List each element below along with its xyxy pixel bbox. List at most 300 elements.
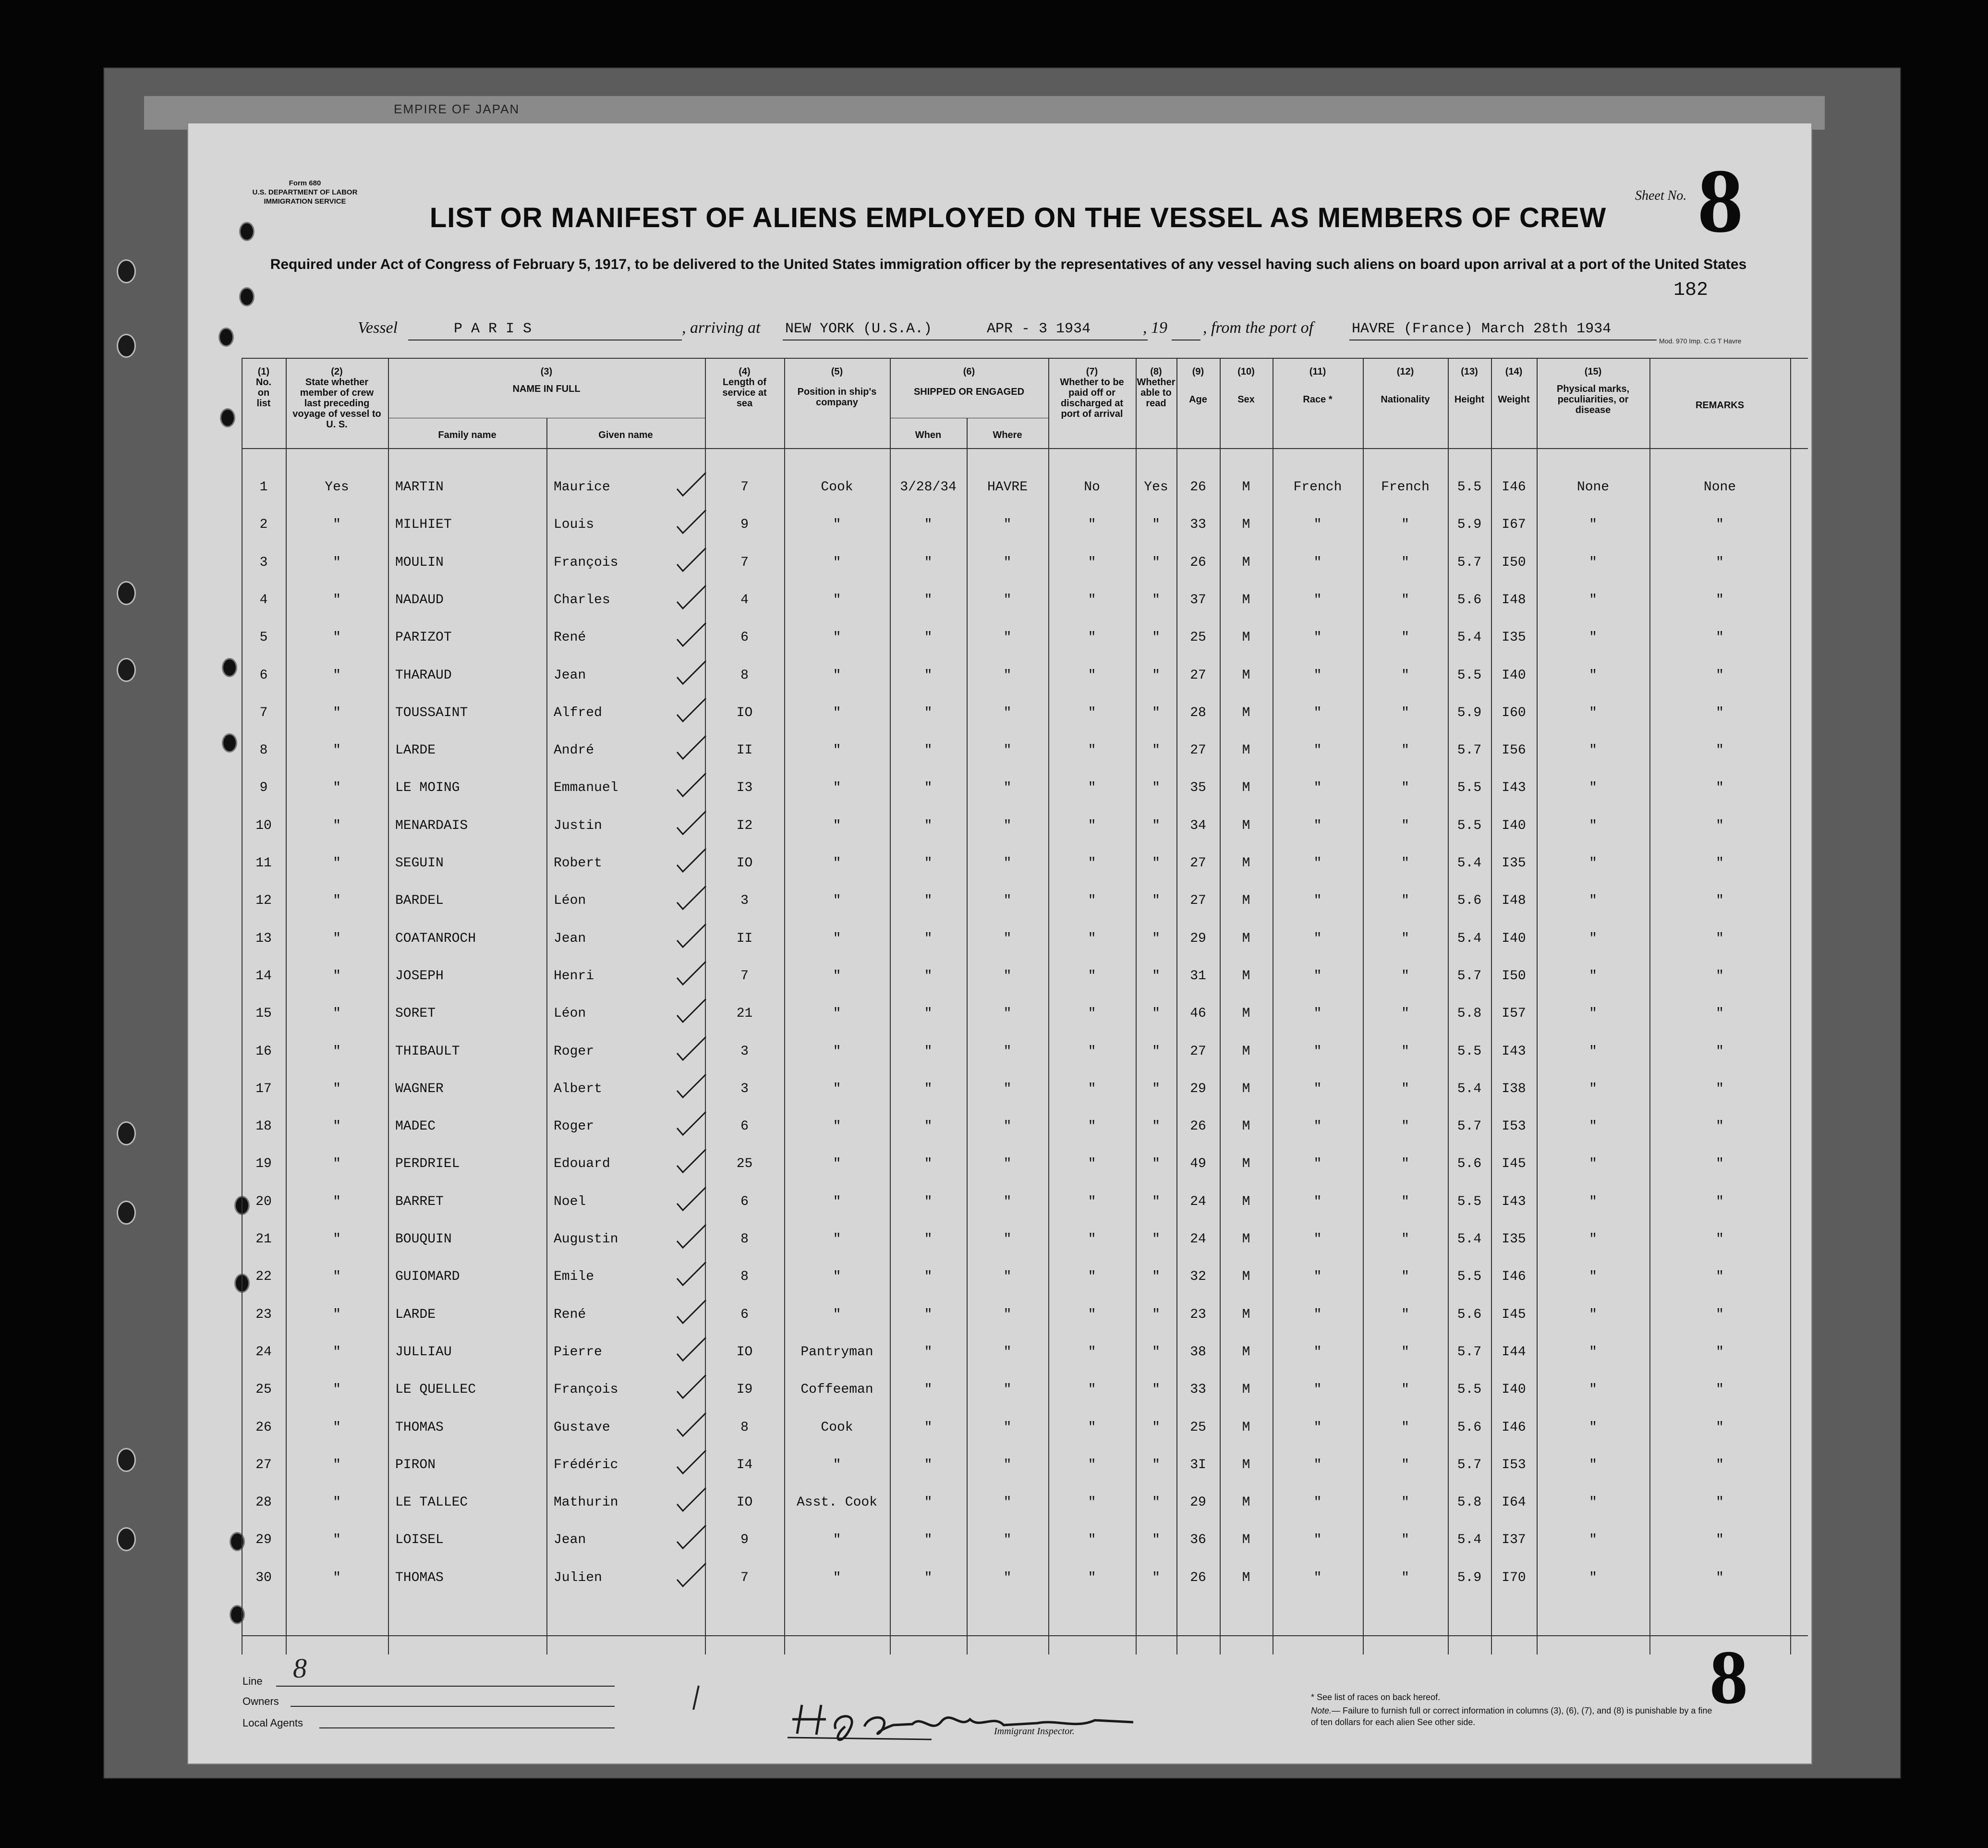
- cell-when: ": [924, 555, 933, 570]
- cell-position: ": [833, 630, 841, 645]
- checkmark-icon: [676, 621, 710, 650]
- cell-no: 1: [259, 480, 268, 495]
- cell-when: ": [924, 1570, 933, 1585]
- cell-sex: M: [1242, 1570, 1250, 1585]
- cell-given: Gustave: [554, 1420, 610, 1435]
- cell-read: ": [1152, 931, 1160, 946]
- cell-remarks: ": [1716, 668, 1724, 683]
- line-underline: [276, 1686, 615, 1687]
- cell-read: ": [1152, 743, 1160, 758]
- cell-family: BARRET: [395, 1194, 444, 1209]
- cell-given: Justin: [554, 818, 602, 833]
- cell-position: ": [833, 1156, 841, 1172]
- cell-no: 6: [259, 668, 268, 683]
- cell-no: 2: [259, 517, 268, 533]
- cell-sex: M: [1242, 1382, 1250, 1398]
- cell-race: ": [1313, 931, 1322, 946]
- cell-family: THOMAS: [395, 1420, 444, 1435]
- cell-given: François: [554, 555, 618, 570]
- cell-paid: ": [1088, 1044, 1096, 1059]
- from-port-label: , from the port of: [1203, 319, 1314, 337]
- cell-where: ": [1003, 555, 1012, 570]
- cell-given: Julien: [554, 1570, 602, 1585]
- cell-nat: ": [1401, 1457, 1409, 1472]
- cell-when: ": [924, 1382, 933, 1398]
- cell-prev: ": [333, 856, 341, 871]
- cell-no: 11: [255, 856, 272, 871]
- cell-family: JULLIAU: [395, 1344, 452, 1360]
- cell-when: ": [924, 931, 933, 946]
- cell-paid: No: [1084, 480, 1100, 495]
- cell-read: ": [1152, 1420, 1160, 1435]
- cell-race: ": [1313, 1307, 1322, 1322]
- cell-weight: I64: [1502, 1495, 1526, 1510]
- cell-marks: ": [1589, 1269, 1597, 1285]
- cell-weight: I56: [1502, 743, 1526, 758]
- cell-position: ": [833, 1119, 841, 1134]
- cell-when: ": [924, 743, 933, 758]
- cell-read: ": [1152, 1344, 1160, 1360]
- cell-marks: ": [1589, 1532, 1597, 1548]
- arrival-date: APR - 3 1934: [987, 321, 1091, 337]
- cell-given: Mathurin: [554, 1495, 618, 1510]
- cell-no: 27: [255, 1457, 272, 1472]
- cell-sex: M: [1242, 592, 1250, 608]
- cell-no: 22: [255, 1269, 272, 1285]
- cell-position: ": [833, 1269, 841, 1285]
- cell-weight: I46: [1502, 480, 1526, 495]
- cell-marks: ": [1589, 1382, 1597, 1398]
- cell-paid: ": [1088, 1532, 1096, 1548]
- cell-nat: ": [1401, 1532, 1409, 1548]
- cell-remarks: ": [1716, 1232, 1724, 1247]
- table-rule: [242, 1635, 1808, 1636]
- cell-when: ": [924, 893, 933, 909]
- cell-height: 5.7: [1457, 555, 1482, 570]
- cell-no: 16: [255, 1044, 272, 1059]
- cell-service: 7: [740, 968, 749, 984]
- cell-service: I9: [736, 1382, 753, 1398]
- cell-remarks: ": [1716, 780, 1724, 796]
- cell-sex: M: [1242, 705, 1250, 720]
- cell-paid: ": [1088, 968, 1096, 984]
- checkmark-icon: [676, 471, 710, 499]
- cell-no: 25: [255, 1382, 272, 1398]
- cell-where: ": [1003, 743, 1012, 758]
- cell-remarks: ": [1716, 705, 1724, 720]
- cell-remarks: ": [1716, 1194, 1724, 1209]
- cell-weight: I43: [1502, 780, 1526, 796]
- cell-paid: ": [1088, 555, 1096, 570]
- col-6-header: (6) SHIPPED OR ENGAGED: [913, 366, 1025, 397]
- sheet-number: 8: [1697, 151, 1743, 252]
- cell-service: 3: [740, 1081, 749, 1096]
- cell-no: 15: [255, 1006, 272, 1021]
- checkmark-icon: [676, 960, 710, 988]
- cell-nat: ": [1401, 893, 1409, 909]
- cell-paid: ": [1088, 1119, 1096, 1134]
- cell-position: ": [833, 780, 841, 796]
- cell-service: 3: [740, 893, 749, 909]
- cell-given: Edouard: [554, 1156, 610, 1172]
- cell-remarks: ": [1716, 1457, 1724, 1472]
- cell-age: 29: [1190, 1081, 1206, 1096]
- cell-sex: M: [1242, 931, 1250, 946]
- cell-family: PERDRIEL: [395, 1156, 460, 1172]
- checkmark-icon: [676, 884, 710, 913]
- cell-service: 4: [740, 592, 749, 608]
- cell-position: ": [833, 1232, 841, 1247]
- cell-marks: ": [1589, 668, 1597, 683]
- cell-read: ": [1152, 1044, 1160, 1059]
- cell-service: 25: [736, 1156, 753, 1172]
- cell-age: 38: [1190, 1344, 1206, 1360]
- cell-marks: ": [1589, 1344, 1597, 1360]
- cell-nat: ": [1401, 668, 1409, 683]
- cell-age: 26: [1190, 1119, 1206, 1134]
- cell-when: ": [924, 1495, 933, 1510]
- cell-prev: ": [333, 1570, 341, 1585]
- cell-paid: ": [1088, 668, 1096, 683]
- cell-remarks: ": [1716, 856, 1724, 871]
- cell-where: ": [1003, 1044, 1012, 1059]
- cell-age: 36: [1190, 1532, 1206, 1548]
- checkmark-icon: [676, 1411, 710, 1440]
- cell-read: ": [1152, 1006, 1160, 1021]
- cell-race: ": [1313, 1420, 1322, 1435]
- from-port: HAVRE (France) March 28th 1934: [1352, 321, 1612, 337]
- cell-family: TOUSSAINT: [395, 705, 468, 720]
- cell-weight: I50: [1502, 555, 1526, 570]
- cell-marks: ": [1589, 1006, 1597, 1021]
- cell-family: LARDE: [395, 1307, 436, 1322]
- cell-height: 5.9: [1457, 705, 1482, 720]
- cell-prev: ": [333, 1457, 341, 1472]
- cell-age: 49: [1190, 1156, 1206, 1172]
- binder-hole-icon: [117, 259, 136, 283]
- cell-height: 5.4: [1457, 1232, 1482, 1247]
- department-name: U.S. DEPARTMENT OF LABOR: [252, 188, 358, 196]
- cell-age: 35: [1190, 780, 1206, 796]
- checkmark-icon: [676, 734, 710, 763]
- cell-sex: M: [1242, 743, 1250, 758]
- cell-weight: I43: [1502, 1044, 1526, 1059]
- cell-sex: M: [1242, 517, 1250, 533]
- cell-when: ": [924, 630, 933, 645]
- binder-hole-icon: [117, 1527, 136, 1551]
- cell-where: ": [1003, 893, 1012, 909]
- cell-service: 8: [740, 1232, 749, 1247]
- cell-height: 5.8: [1457, 1006, 1482, 1021]
- cell-age: 29: [1190, 931, 1206, 946]
- cell-age: 27: [1190, 1044, 1206, 1059]
- cell-no: 19: [255, 1156, 272, 1172]
- cell-position: ": [833, 856, 841, 871]
- cell-service: IO: [736, 1344, 753, 1360]
- cell-given: Augustin: [554, 1232, 618, 1247]
- arriving-port: NEW YORK (U.S.A.): [785, 321, 933, 337]
- cell-nat: ": [1401, 818, 1409, 833]
- cell-family: THOMAS: [395, 1570, 444, 1585]
- cell-service: 8: [740, 1269, 749, 1285]
- cell-when: ": [924, 668, 933, 683]
- cell-position: Cook: [821, 480, 853, 495]
- cell-sex: M: [1242, 555, 1250, 570]
- cell-sex: M: [1242, 1307, 1250, 1322]
- penalty-note: [1311, 1705, 1714, 1728]
- binder-hole-icon: [117, 1201, 136, 1225]
- cell-prev: ": [333, 1532, 341, 1548]
- cell-age: 27: [1190, 893, 1206, 909]
- cell-nat: ": [1401, 1232, 1409, 1247]
- cell-given: Alfred: [554, 705, 602, 720]
- vessel-name: P A R I S: [454, 321, 532, 337]
- cell-where: ": [1003, 1006, 1012, 1021]
- cell-where: ": [1003, 1156, 1012, 1172]
- cell-position: ": [833, 743, 841, 758]
- cell-paid: ": [1088, 705, 1096, 720]
- col-12-header: (12) Nationality: [1381, 366, 1430, 405]
- cell-read: ": [1152, 592, 1160, 608]
- cell-nat: ": [1401, 1194, 1409, 1209]
- cell-paid: ": [1088, 1495, 1096, 1510]
- column-rule: [1790, 358, 1791, 1654]
- cell-remarks: ": [1716, 1044, 1724, 1059]
- cell-prev: ": [333, 592, 341, 608]
- cell-where: ": [1003, 1269, 1012, 1285]
- cell-when: ": [924, 1081, 933, 1096]
- cell-weight: I50: [1502, 968, 1526, 984]
- cell-race: ": [1313, 592, 1322, 608]
- cell-no: 17: [255, 1081, 272, 1096]
- cell-weight: I40: [1502, 668, 1526, 683]
- races-note: * See list of races on back hereof.: [1311, 1692, 1441, 1702]
- cell-where: ": [1003, 1232, 1012, 1247]
- cell-family: MADEC: [395, 1119, 436, 1134]
- cell-height: 5.5: [1457, 1194, 1482, 1209]
- cell-given: Henri: [554, 968, 594, 984]
- cell-service: 8: [740, 1420, 749, 1435]
- cell-prev: ": [333, 743, 341, 758]
- cell-prev: ": [333, 893, 341, 909]
- cell-remarks: ": [1716, 1307, 1724, 1322]
- checkmark-icon: [676, 1448, 710, 1477]
- cell-prev: ": [333, 630, 341, 645]
- cell-given: René: [554, 1307, 586, 1322]
- sheet-number-bottom: 8: [1709, 1634, 1748, 1720]
- cell-family: LE MOING: [395, 780, 460, 796]
- binder-hole-icon: [220, 408, 235, 427]
- cell-family: LE TALLEC: [395, 1495, 468, 1510]
- cell-nat: ": [1401, 1344, 1409, 1360]
- cell-when: ": [924, 818, 933, 833]
- cell-weight: I48: [1502, 592, 1526, 608]
- cell-service: I3: [736, 780, 753, 796]
- inspector-caption: Immigrant Inspector.: [994, 1726, 1075, 1737]
- owners-label: Owners: [242, 1695, 279, 1707]
- cell-position: ": [833, 931, 841, 946]
- cell-when: ": [924, 1307, 933, 1322]
- cell-where: ": [1003, 856, 1012, 871]
- cell-service: 9: [740, 1532, 749, 1548]
- cell-age: 27: [1190, 743, 1206, 758]
- cell-service: IO: [736, 856, 753, 871]
- cell-race: ": [1313, 1495, 1322, 1510]
- cell-marks: ": [1589, 630, 1597, 645]
- cell-position: ": [833, 1006, 841, 1021]
- cell-remarks: ": [1716, 1382, 1724, 1398]
- cell-height: 5.4: [1457, 931, 1482, 946]
- cell-when: ": [924, 968, 933, 984]
- cell-when: ": [924, 1194, 933, 1209]
- col-10-header: (10) Sex: [1237, 366, 1255, 405]
- cell-given: François: [554, 1382, 618, 1398]
- cell-paid: ": [1088, 630, 1096, 645]
- cell-position: ": [833, 1044, 841, 1059]
- cell-paid: ": [1088, 1232, 1096, 1247]
- cell-position: ": [833, 517, 841, 533]
- cell-position: ": [833, 968, 841, 984]
- cell-prev: ": [333, 668, 341, 683]
- cell-marks: ": [1589, 1457, 1597, 1472]
- cell-race: ": [1313, 1457, 1322, 1472]
- cell-where: ": [1003, 1344, 1012, 1360]
- checkmark-icon: [676, 1035, 710, 1064]
- when-header: When: [915, 430, 942, 440]
- cell-weight: I46: [1502, 1269, 1526, 1285]
- arriving-label: , arriving at: [682, 319, 761, 337]
- form-identifier: [242, 179, 367, 206]
- cell-paid: ": [1088, 931, 1096, 946]
- cell-family: MILHIET: [395, 517, 452, 533]
- cell-where: ": [1003, 705, 1012, 720]
- cell-position: ": [833, 705, 841, 720]
- cell-nat: French: [1381, 480, 1430, 495]
- cell-remarks: None: [1703, 480, 1736, 495]
- cell-nat: ": [1401, 1119, 1409, 1134]
- cell-no: 26: [255, 1420, 272, 1435]
- cell-height: 5.5: [1457, 1382, 1482, 1398]
- cell-paid: ": [1088, 592, 1096, 608]
- col-9-header: (9) Age: [1189, 366, 1207, 405]
- cell-when: ": [924, 592, 933, 608]
- cell-weight: I45: [1502, 1307, 1526, 1322]
- cell-prev: ": [333, 1044, 341, 1059]
- cell-weight: I44: [1502, 1344, 1526, 1360]
- binder-hole-icon: [239, 287, 255, 306]
- checkmark-icon: [676, 659, 710, 688]
- cell-when: ": [924, 1044, 933, 1059]
- cell-sex: M: [1242, 1532, 1250, 1548]
- cell-position: Coffeeman: [800, 1382, 873, 1398]
- cell-sex: M: [1242, 1119, 1250, 1134]
- checkmark-icon: [676, 1110, 710, 1139]
- cell-prev: ": [333, 1232, 341, 1247]
- cell-read: ": [1152, 1119, 1160, 1134]
- cell-where: ": [1003, 1457, 1012, 1472]
- cell-service: II: [736, 931, 753, 946]
- cell-prev: ": [333, 1495, 341, 1510]
- cell-given: André: [554, 743, 594, 758]
- cell-marks: ": [1589, 1044, 1597, 1059]
- checkmark-icon: [676, 809, 710, 838]
- cell-family: THARAUD: [395, 668, 452, 683]
- cell-age: 27: [1190, 668, 1206, 683]
- column-rule: [546, 418, 547, 1654]
- cell-remarks: ": [1716, 968, 1724, 984]
- cell-paid: ": [1088, 780, 1096, 796]
- cell-given: Robert: [554, 856, 602, 871]
- table-rule: [242, 448, 1808, 449]
- cell-read: ": [1152, 1570, 1160, 1585]
- cell-no: 30: [255, 1570, 272, 1585]
- cell-nat: ": [1401, 1156, 1409, 1172]
- cell-height: 5.4: [1457, 856, 1482, 871]
- cell-paid: ": [1088, 1382, 1096, 1398]
- cell-nat: ": [1401, 1570, 1409, 1585]
- binder-hole-icon: [218, 328, 234, 347]
- cell-family: NADAUD: [395, 592, 444, 608]
- cell-race: ": [1313, 1532, 1322, 1548]
- binder-hole-icon: [222, 733, 237, 753]
- cell-age: 37: [1190, 592, 1206, 608]
- cell-sex: M: [1242, 968, 1250, 984]
- checkmark-icon: [676, 696, 710, 725]
- checkmark-icon: [676, 1223, 710, 1252]
- cell-weight: I40: [1502, 931, 1526, 946]
- cell-read: ": [1152, 1495, 1160, 1510]
- cell-height: 5.6: [1457, 1307, 1482, 1322]
- cell-paid: ": [1088, 856, 1096, 871]
- crew-table: [242, 358, 1808, 1654]
- binder-hole-icon: [117, 1121, 136, 1145]
- cell-remarks: ": [1716, 893, 1724, 909]
- cell-race: ": [1313, 743, 1322, 758]
- cell-where: ": [1003, 818, 1012, 833]
- cell-age: 23: [1190, 1307, 1206, 1322]
- cell-when: ": [924, 1532, 933, 1548]
- checkmark-icon: [676, 1336, 710, 1364]
- cell-family: JOSEPH: [395, 968, 444, 984]
- checkmark-icon: [676, 1298, 710, 1327]
- cell-race: ": [1313, 668, 1322, 683]
- cell-height: 5.6: [1457, 592, 1482, 608]
- cell-race: ": [1313, 780, 1322, 796]
- cell-nat: ": [1401, 1006, 1409, 1021]
- cell-position: Pantryman: [800, 1344, 873, 1360]
- cell-read: ": [1152, 1307, 1160, 1322]
- cell-race: ": [1313, 1081, 1322, 1096]
- binder-hole-icon: [117, 581, 136, 605]
- cell-height: 5.7: [1457, 743, 1482, 758]
- cell-where: ": [1003, 668, 1012, 683]
- cell-given: Noel: [554, 1194, 586, 1209]
- cell-age: 25: [1190, 630, 1206, 645]
- cell-height: 5.7: [1457, 968, 1482, 984]
- cell-paid: ": [1088, 818, 1096, 833]
- cell-weight: I35: [1502, 630, 1526, 645]
- cell-read: ": [1152, 818, 1160, 833]
- cell-no: 20: [255, 1194, 272, 1209]
- cell-nat: ": [1401, 705, 1409, 720]
- cell-prev: ": [333, 1269, 341, 1285]
- cell-remarks: ": [1716, 1006, 1724, 1021]
- cell-where: ": [1003, 1532, 1012, 1548]
- cell-read: ": [1152, 705, 1160, 720]
- given-name-header: Given name: [598, 430, 653, 440]
- binder-hole-icon: [117, 658, 136, 682]
- cell-prev: ": [333, 1307, 341, 1322]
